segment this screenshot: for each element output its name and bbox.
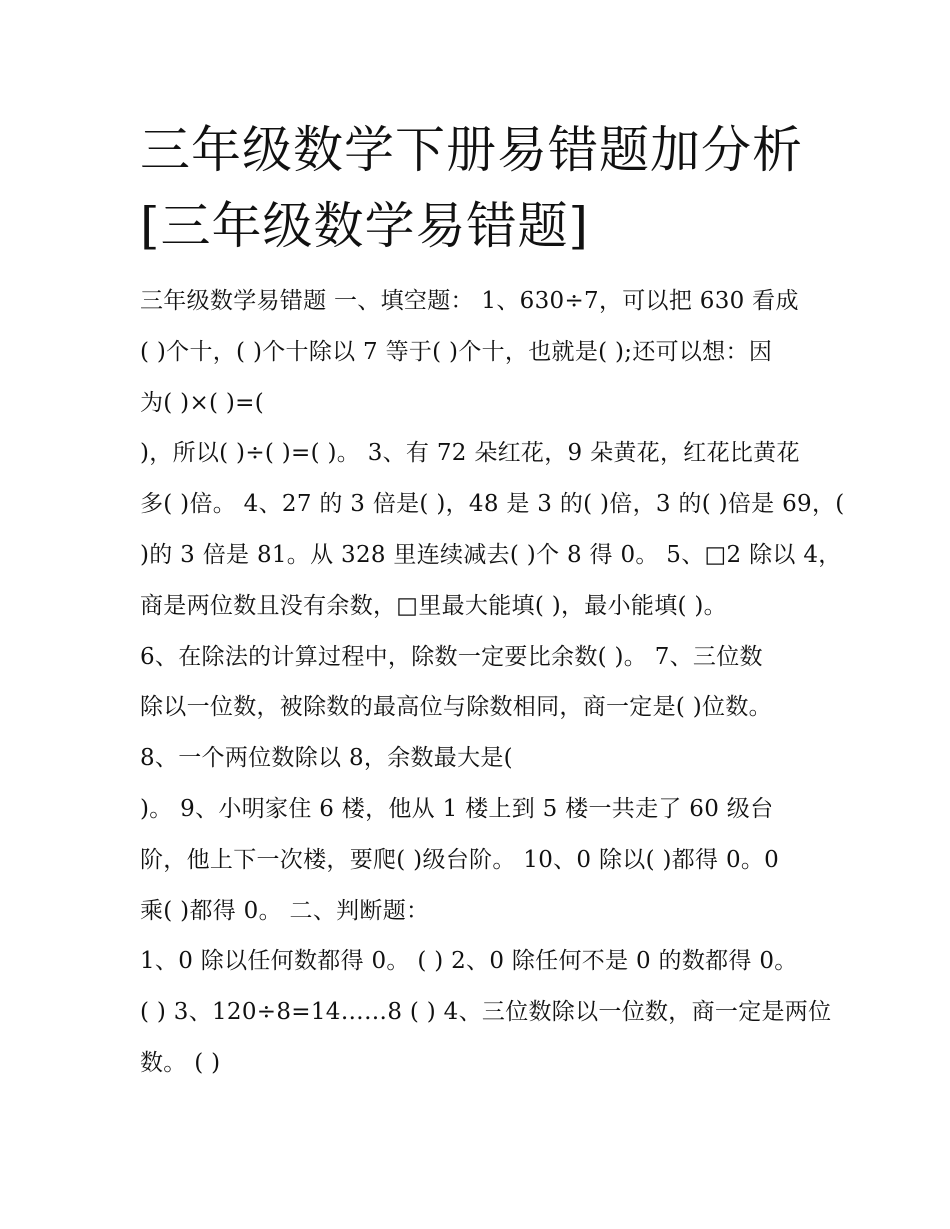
body-line: 三年级数学易错题 一、填空题： 1、630÷7，可以把 630 看成 [140,288,799,314]
document-body [140,276,845,1089]
body-line: 阶，他上下一次楼，要爬( )级台阶。 10、0 除以( )都得 0。0 [140,846,780,873]
body-line: 为( )×( )=( [140,389,265,416]
body-line: 除以一位数，被除数的最高位与除数相同，商一定是( )位数。 [140,694,772,721]
body-line: 1、0 除以任何数都得 0。 ( ) 2、0 除任何不是 0 的数都得 0。 [140,948,798,975]
document-title [140,112,830,264]
body-line: )。 9、小明家住 6 楼，他从 1 楼上到 5 楼一共走了 60 级台 [140,795,774,822]
body-line: ( )个十，( )个十除以 7 等于( )个十，也就是( );还可以想：因 [140,338,773,365]
body-line: 多( )倍。 4、27 的 3 倍是( )，48 是 3 的( )倍，3 的( )倍是 69，( [140,491,845,518]
body-line: )，所以( )÷( )=( )。 3、有 72 朵红花，9 朵黄花，红花比黄花 [140,440,800,467]
title-line-1: 三年级数学下册易错题加分析 [140,121,803,179]
title-line-2: [三年级数学易错题] [140,197,590,255]
body-line: )的 3 倍是 81。从 328 里连续减去( )个 8 得 0。 5、□2 除以 4， [140,541,842,568]
body-line: 6、在除法的计算过程中，除数一定要比余数( )。 7、三位数 [140,643,763,670]
body-line: 商是两位数且没有余数，□里最大能填( )，最小能填( )。 [140,592,727,619]
body-line: 乘( )都得 0。 二、判断题： [140,897,430,924]
body-line: 数。 ( ) [140,1049,221,1076]
body-line: 8、一个两位数除以 8，余数最大是( [140,745,513,772]
body-line: ( ) 3、120÷8=14……8 ( ) 4、三位数除以一位数，商一定是两位 [140,999,832,1026]
